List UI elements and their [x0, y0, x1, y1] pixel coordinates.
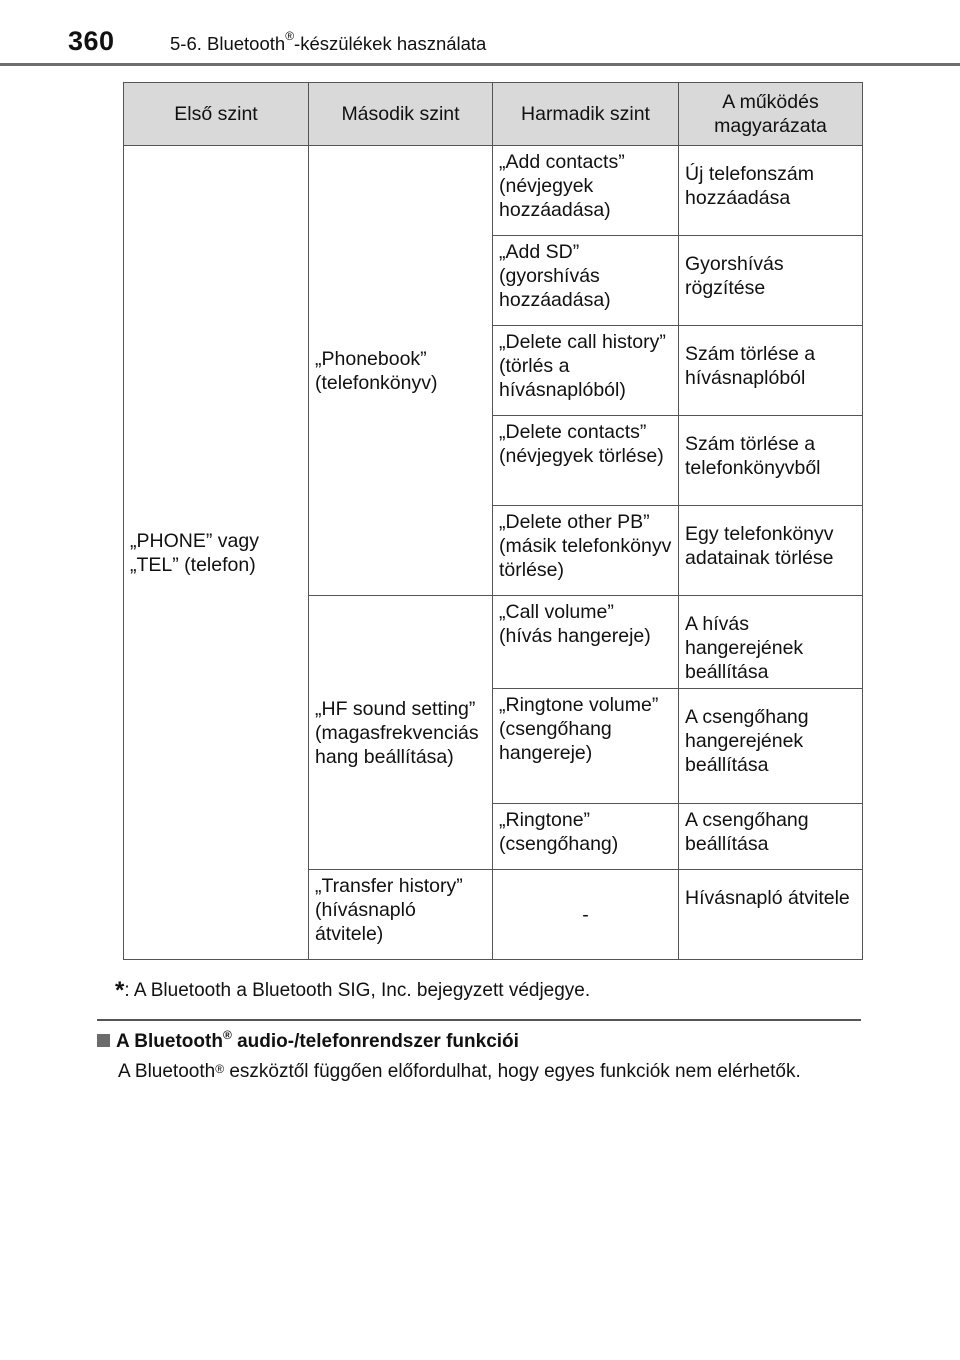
explanation-cell: A csengőhang hangerejének beállítása	[679, 689, 863, 804]
section-body-suffix: eszköztől függően előfordulhat, hogy egyes funkciók nem elérhetők.	[224, 1061, 801, 1082]
explanation-cell: Új telefonszám hozzáadása	[679, 146, 863, 236]
third-level-cell: „Delete call history” (törlés a hívásnaplóból)	[493, 326, 679, 416]
explanation-cell: Szám törlése a hívásnaplóból	[679, 326, 863, 416]
explanation-cell: Gyorshívás rögzítése	[679, 236, 863, 326]
section-body-prefix: A Bluetooth	[118, 1061, 216, 1082]
third-level-cell: „Delete other PB” (másik telefonkönyv törlése)	[493, 506, 679, 596]
first-level-cell: „PHONE” vagy „TEL” (telefon)	[124, 146, 309, 960]
menu-table	[123, 82, 863, 960]
registered-mark: ®	[285, 29, 295, 43]
section-divider	[97, 1019, 861, 1021]
explanation-cell: A hívás hangerejének beállítása	[679, 596, 863, 689]
footnote	[115, 975, 590, 1003]
section-heading-prefix: A Bluetooth	[116, 1031, 223, 1052]
header-first-level: Első szint	[124, 83, 309, 146]
page-number: 360	[68, 26, 115, 56]
header-explanation: A működés magyarázata	[679, 83, 863, 146]
explanation-cell: A csengőhang beállítása	[679, 804, 863, 870]
explanation-cell: Szám törlése a telefonkönyvből	[679, 416, 863, 506]
footnote-marker: *	[115, 977, 125, 1004]
page-header	[0, 0, 960, 66]
table-header-row	[124, 83, 863, 146]
explanation-cell: Egy telefonkönyv adatainak törlése	[679, 506, 863, 596]
explanation-cell: Hívásnapló átvitele	[679, 870, 863, 960]
footnote-text: : A Bluetooth a Bluetooth SIG, Inc. bejegyzett védjegye.	[124, 980, 591, 1001]
section-title-suffix: -készülékek használata	[294, 33, 487, 54]
third-level-cell: -	[493, 870, 679, 960]
third-level-cell: „Ringtone” (csengőhang)	[493, 804, 679, 870]
section-title-prefix: 5-6. Bluetooth	[170, 33, 286, 54]
second-level-transfer: „Transfer history” (hívásnapló átvitele)	[309, 870, 493, 960]
third-level-cell: „Delete contacts” (névjegyek törlése)	[493, 416, 679, 506]
third-level-cell: „Call volume” (hívás hangereje)	[493, 596, 679, 689]
second-level-hf-sound: „HF sound setting” (magasfrekvenciás hang beállítása)	[309, 596, 493, 870]
third-level-cell: „Ringtone volume” (csengőhang hangereje)	[493, 689, 679, 804]
header-second-level: Második szint	[309, 83, 493, 146]
square-bullet-icon	[97, 1034, 110, 1047]
header-third-level: Harmadik szint	[493, 83, 679, 146]
section-body	[118, 1059, 860, 1085]
table-row	[124, 146, 863, 236]
second-level-phonebook: „Phonebook” (telefonkönyv)	[309, 146, 493, 596]
third-level-cell: „Add contacts” (névjegyek hozzáadása)	[493, 146, 679, 236]
header-rule	[0, 63, 960, 66]
section-heading-suffix: audio-/telefonrendszer funkciói	[231, 1031, 519, 1052]
registered-mark: ®	[215, 1062, 225, 1076]
section-heading	[97, 1028, 519, 1053]
third-level-cell: „Add SD” (gyorshívás hozzáadása)	[493, 236, 679, 326]
registered-mark: ®	[222, 1028, 232, 1042]
section-title	[170, 29, 487, 55]
